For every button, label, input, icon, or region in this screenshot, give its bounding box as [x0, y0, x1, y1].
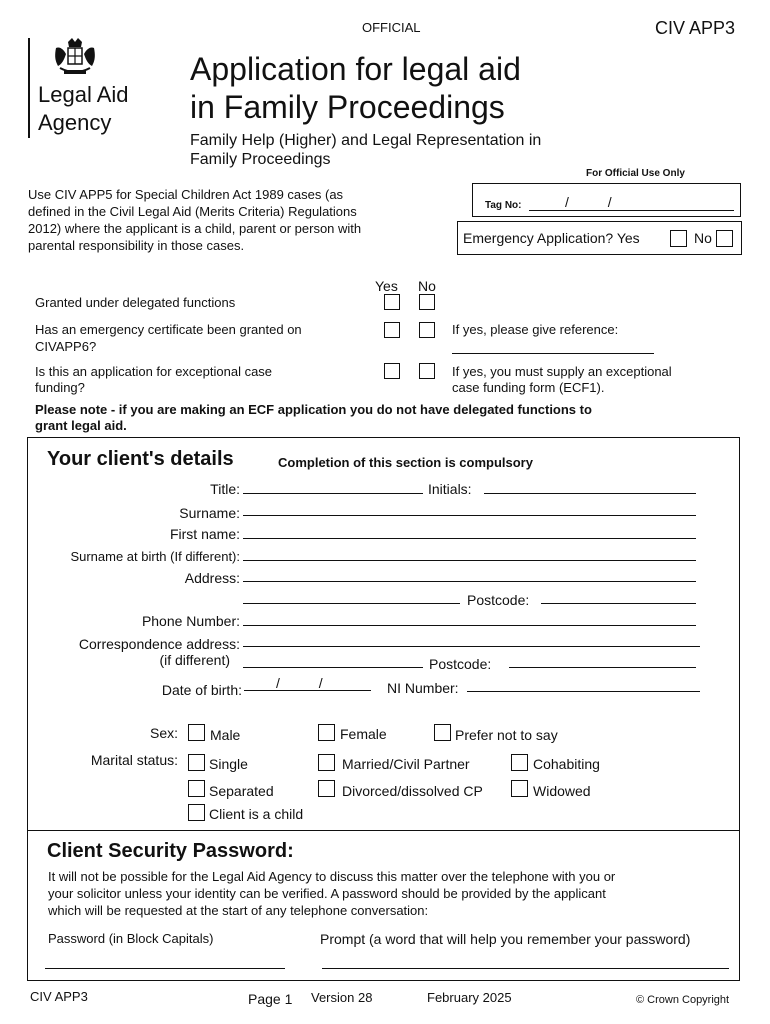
- first-name-label: First name:: [169, 526, 240, 542]
- emergency-yes-checkbox[interactable]: [670, 230, 687, 247]
- security-para-line3: which will be requested at the start of any telephone conversation:: [48, 903, 429, 918]
- tag-input-line[interactable]: [529, 210, 734, 211]
- marital-label: Marital status:: [90, 752, 178, 768]
- footer-date: February 2025: [427, 990, 512, 1005]
- postcode2-input-line[interactable]: [509, 667, 696, 668]
- password-label: Password (in Block Capitals): [48, 931, 214, 946]
- intro-line4: parental responsibility in those cases.: [28, 238, 245, 253]
- male-label: Male: [210, 727, 241, 743]
- ni-input-line[interactable]: [467, 691, 700, 692]
- tag-label: Tag No:: [485, 200, 522, 211]
- correspondence-input-line1[interactable]: [243, 646, 700, 647]
- correspondence-label: Correspondence address:: [78, 636, 240, 652]
- address-input-line2[interactable]: [243, 603, 460, 604]
- prefer-not-checkbox[interactable]: [434, 724, 451, 741]
- separated-checkbox[interactable]: [188, 780, 205, 797]
- male-checkbox[interactable]: [188, 724, 205, 741]
- single-label: Single: [209, 756, 248, 772]
- please-note-line2: grant legal aid.: [35, 418, 127, 433]
- intro-line1: Use CIV APP5 for Special Children Act 1989 cases (as: [28, 187, 344, 202]
- emergency-no-label: No: [694, 230, 712, 246]
- q2-note: If yes, please give reference:: [452, 322, 619, 337]
- postcode-label: Postcode:: [467, 592, 530, 608]
- widowed-checkbox[interactable]: [511, 780, 528, 797]
- agency-logo: [28, 34, 158, 144]
- married-checkbox[interactable]: [318, 754, 335, 771]
- footer-form-code: CIV APP3: [30, 989, 88, 1004]
- footer-version: Version 28: [311, 990, 373, 1005]
- logo-text-line1: Legal Aid: [38, 82, 129, 107]
- intro-line2: defined in the Civil Legal Aid (Merits Criteria) Regulations: [28, 204, 357, 219]
- if-different-label: (if different): [159, 652, 230, 668]
- separated-label: Separated: [209, 783, 274, 799]
- postcode2-label: Postcode:: [429, 656, 492, 672]
- dob-label: Date of birth:: [161, 682, 242, 698]
- prompt-label: Prompt (a word that will help you remember your password): [320, 931, 691, 947]
- single-checkbox[interactable]: [188, 754, 205, 771]
- official-use-heading: For Official Use Only: [586, 168, 685, 179]
- emergency-no-checkbox[interactable]: [716, 230, 733, 247]
- address-label: Address:: [184, 570, 240, 586]
- divorced-label: Divorced/dissolved CP: [342, 783, 483, 799]
- tag-box: [472, 183, 741, 217]
- correspondence-input-line2[interactable]: [243, 667, 423, 668]
- official-marking: OFFICIAL: [362, 20, 421, 35]
- title-input-line[interactable]: [243, 493, 423, 494]
- emergency-label: Emergency Application? Yes: [463, 230, 640, 246]
- married-label: Married/Civil Partner: [342, 756, 470, 772]
- q2-reference-line[interactable]: [452, 353, 654, 354]
- phone-input-line[interactable]: [243, 625, 696, 626]
- phone-label: Phone Number:: [141, 613, 240, 629]
- female-checkbox[interactable]: [318, 724, 335, 741]
- emergency-box: [457, 221, 742, 255]
- cohabiting-checkbox[interactable]: [511, 754, 528, 771]
- q3-note-line2: case funding form (ECF1).: [452, 380, 605, 395]
- subtitle-line2: Family Proceedings: [190, 151, 331, 168]
- yes-column-header: Yes: [375, 278, 398, 294]
- security-heading: Client Security Password:: [47, 840, 294, 862]
- no-column-header: No: [418, 278, 436, 294]
- page-title-line1: Application for legal aid: [190, 51, 521, 87]
- ni-label: NI Number:: [387, 680, 459, 696]
- postcode-input-line[interactable]: [541, 603, 696, 604]
- q2-no-checkbox[interactable]: [419, 322, 435, 338]
- client-details-heading: Your client's details: [47, 448, 234, 470]
- surname-birth-input-line[interactable]: [243, 560, 696, 561]
- cohabiting-label: Cohabiting: [533, 756, 600, 772]
- q3-no-checkbox[interactable]: [419, 363, 435, 379]
- prefer-not-label: Prefer not to say: [455, 727, 558, 743]
- sex-label: Sex:: [149, 725, 178, 741]
- q1-yes-checkbox[interactable]: [384, 294, 400, 310]
- q2-yes-checkbox[interactable]: [384, 322, 400, 338]
- intro-line3: 2012) where the applicant is a child, parent or person with: [28, 221, 362, 236]
- q1-no-checkbox[interactable]: [419, 294, 435, 310]
- dob-slashes: / /: [276, 675, 323, 691]
- please-note-line1: Please note - if you are making an ECF application you do not have delegated functions to: [35, 402, 592, 417]
- q3-note-line1: If yes, you must supply an exceptional: [452, 364, 672, 379]
- security-para-line2: your solicitor unless your identity can be verified. A password should be provided by the applicant: [48, 886, 606, 901]
- logo-rule: [28, 38, 30, 138]
- first-name-input-line[interactable]: [243, 538, 696, 539]
- security-para-line1: It will not be possible for the Legal Aid Agency to discuss this matter over the telephone with you or: [48, 869, 616, 884]
- form-code: CIV APP3: [655, 18, 736, 38]
- subtitle-line1: Family Help (Higher) and Legal Representation in: [190, 132, 542, 149]
- footer-copyright: © Crown Copyright: [636, 994, 730, 1006]
- q1-label: Granted under delegated functions: [35, 295, 236, 310]
- widowed-label: Widowed: [533, 783, 591, 799]
- client-details-subheading: Completion of this section is compulsory: [278, 455, 533, 470]
- password-input-line[interactable]: [45, 968, 285, 969]
- footer-page: Page 1: [248, 991, 293, 1007]
- divorced-checkbox[interactable]: [318, 780, 335, 797]
- address-input-line1[interactable]: [243, 581, 696, 582]
- logo-text-line2: Agency: [38, 110, 112, 135]
- prompt-input-line[interactable]: [322, 968, 729, 969]
- surname-input-line[interactable]: [243, 515, 696, 516]
- page-title-line2: in Family Proceedings: [190, 89, 505, 125]
- q2-label-line2: CIVAPP6?: [35, 339, 97, 354]
- q2-label-line1: Has an emergency certificate been granted on: [35, 322, 302, 337]
- surname-label: Surname:: [179, 505, 240, 521]
- q3-label-line1: Is this an application for exceptional case: [35, 364, 273, 379]
- initials-input-line[interactable]: [484, 493, 696, 494]
- client-child-label: Client is a child: [209, 806, 304, 822]
- royal-crest-icon: [50, 36, 100, 78]
- surname-birth-label: Surname at birth (If different):: [70, 549, 240, 564]
- tag-slashes: / /: [565, 194, 612, 210]
- q3-yes-checkbox[interactable]: [384, 363, 400, 379]
- female-label: Female: [340, 726, 387, 742]
- client-child-checkbox[interactable]: [188, 804, 205, 821]
- title-label: Title:: [210, 481, 240, 497]
- q3-label-line2: funding?: [35, 380, 85, 395]
- initials-label: Initials:: [428, 481, 472, 497]
